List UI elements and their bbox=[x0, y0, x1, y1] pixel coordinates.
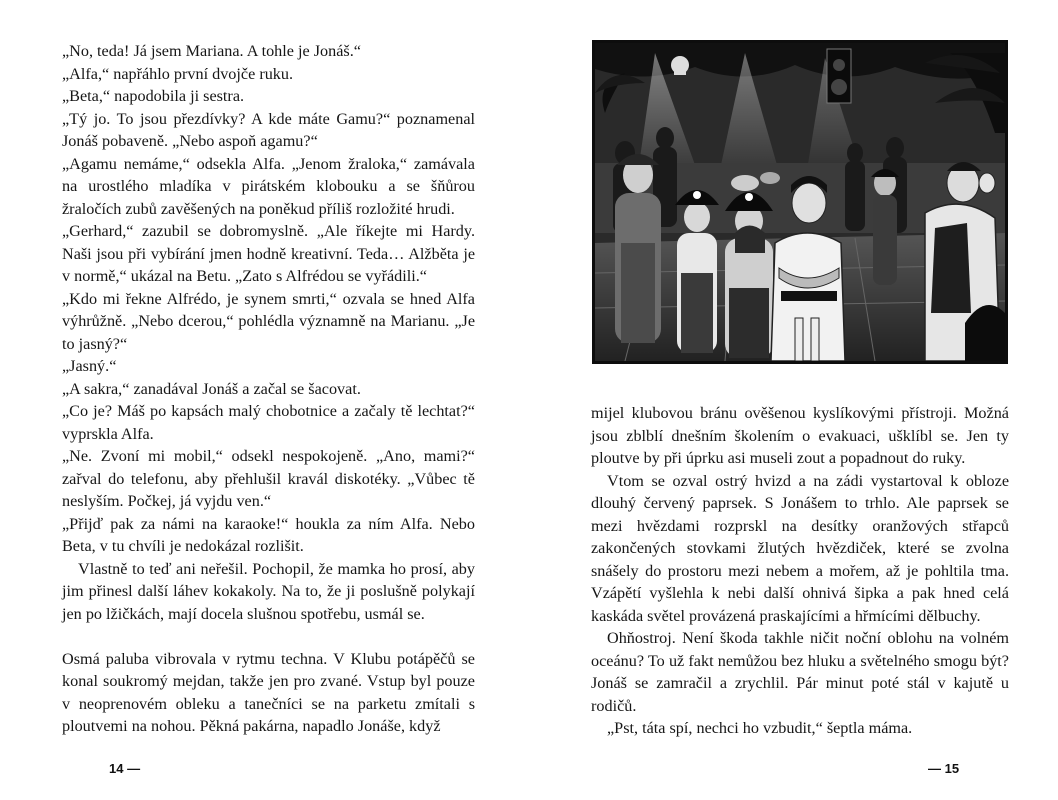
paragraph: mijel klubovou bránu ověšenou kyslíkovými přístroji. Možná jsou zblblí dnešním školením o evakuaci, ušklíbl se. Jen ty ploutve by při úprku asi museli zout a popadnout do ruky. bbox=[591, 404, 1009, 467]
illustration-drawing bbox=[595, 43, 1005, 361]
pirate-party-illustration bbox=[592, 40, 1008, 364]
paragraph: „Přijď pak za námi na karaoke!“ houkla za ním Alfa. Nebo Beta, v tu chvíli je nedokázal rozlišit. bbox=[62, 514, 475, 555]
paragraph: „Pst, táta spí, nechci ho vzbudit,“ šeptla máma. bbox=[607, 719, 913, 737]
paragraph: Ohňostroj. Není škoda takhle ničit noční oblohu na volném oceánu? To už fakt nemůžou bez hluku a světelného smogu být? Jonáš se zamračil a zrychlil. Pár minut poté stál v kajutě u rodičů. bbox=[591, 629, 1009, 715]
paragraph: „Jasný.“ bbox=[62, 357, 117, 375]
paragraph: „Tý jo. To jsou přezdívky? A kde máte Gamu?“ poznamenal Jonáš pobaveně. „Nebo aspoň agamu?“ bbox=[62, 109, 475, 150]
paragraph: „Kdo mi řekne Alfrédo, je synem smrti,“ ozvala se hned Alfa výhrůžně. „Nebo dcerou,“ pohlédla významně na Marianu. „Je to jasný?“ bbox=[62, 289, 475, 353]
page-number-right: — 15 bbox=[928, 761, 960, 776]
paragraph: „Alfa,“ napřáhlo první dvojče ruku. bbox=[62, 64, 294, 83]
paragraph: Vtom se ozval ostrý hvizd a na zádi vystartoval k obloze dlouhý červený paprsek. S Jonášem to trhlo. Ale paprsek se mezi hvězdami rozprskl na desítky oranžových střapců zakončených stovkami žlutých hvězdiček, které se zvolna snášely do prostoru mezi nebem a mořem, až je pohltila tma. Vzápětí vyšlehla k nebi další ohnivá šipka a pak hned celá kaskáda světel provázená praskajícími a hřmícími dělbuchy. bbox=[591, 471, 1009, 625]
paragraph: „Gerhard,“ zazubil se dobromyslně. „Ale říkejte mi Hardy. Naši jsou při vybírání jmen hodně kreativní. Teda… Alžběta je v normě,“ ukázal na Betu. „Zato s Alfrédou se vyřádili.“ bbox=[62, 222, 475, 285]
section-paragraph: Osmá paluba vibrovala v rytmu techna. V Klubu potápěčů se konal soukromý mejdan, takže jen pro zvané. Vstup byl pouze v neoprenovém obleku a tanečníci se na parketu zmítali s ploutvemi na nohou. Pěkná pakárna, napadlo Jonáše, když bbox=[62, 649, 475, 735]
left-page-text bbox=[62, 40, 475, 738]
paragraph: „Co je? Máš po kapsách malý chobotnice a začaly tě lechtat?“ vyprskla Alfa. bbox=[62, 402, 475, 443]
paragraph: „Beta,“ napodobila ji sestra. bbox=[62, 87, 245, 105]
paragraph: Vlastně to teď ani neřešil. Pochopil, že mamka ho prosí, aby jim přinesl další láhev kokakoly. Na to, že ji poslušně polykají jen po lžičkách, mají docela slušnou spotřebu, usmál se. bbox=[62, 559, 475, 623]
paragraph: „No, teda! Já jsem Mariana. A tohle je Jonáš.“ bbox=[62, 42, 361, 60]
section-break bbox=[62, 625, 475, 648]
page-number-left: 14 — bbox=[109, 761, 141, 776]
paragraph: „Agamu nemáme,“ odsekla Alfa. „Jenom žraloka,“ zamávala na urostlého mladíka v pirátském klobouku a se šňůrou žraločích zubů zavěšených na poněkud příliš rozložité hrudi. bbox=[62, 154, 475, 218]
right-page-text bbox=[591, 402, 1009, 740]
paragraph: „A sakra,“ zanadával Jonáš a začal se šacovat. bbox=[62, 379, 361, 398]
paragraph: „Ne. Zvoní mi mobil,“ odsekl nespokojeně. „Ano, mami?“ zařval do telefonu, aby přehlušil kravál diskotéky. „Vůbec tě neslyším. Počkej, já vyjdu ven.“ bbox=[62, 447, 475, 510]
